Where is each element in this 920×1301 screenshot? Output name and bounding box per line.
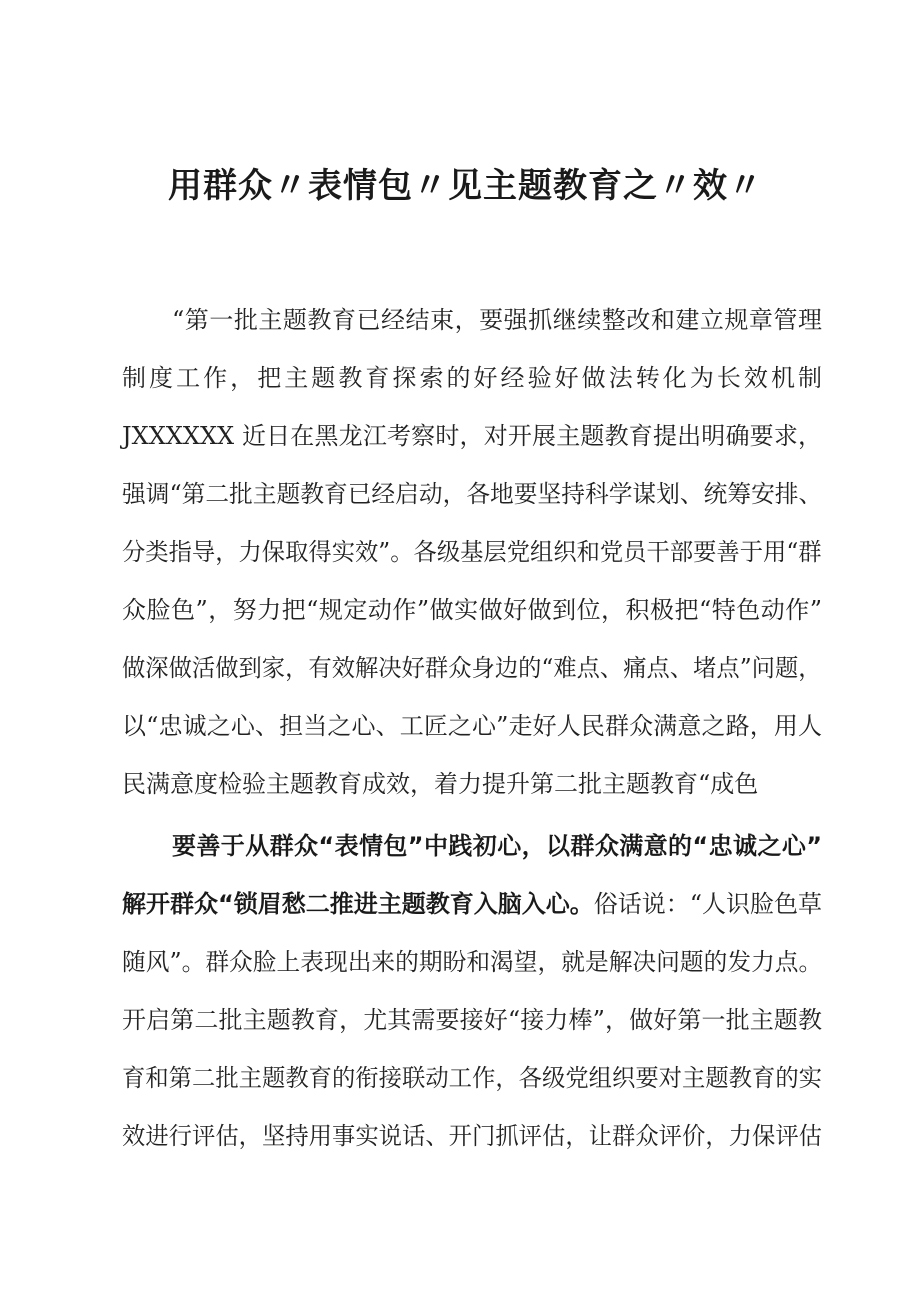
document-title: 用群众〃表情包〃见主题教育之〃效〃 <box>168 166 763 206</box>
paragraph-line: 随风”。群众脸上表现出来的期盼和渴望，就是解决问题的发力点。 <box>122 948 823 976</box>
paragraph-line: 分类指导，力保取得实效”。各级基层党组织和党员干部要善于用“群 <box>122 538 822 566</box>
paragraph-line: 制度工作，把主题教育探索的好经验好做法转化为长效机制 <box>122 364 822 392</box>
paragraph-line: “第一批主题教育已经结束，要强抓继续整改和建立规章管理 <box>172 306 822 334</box>
paragraph-bold-segment: 解开群众“锁眉愁二推进主题教育入脑入心。 <box>122 890 594 918</box>
paragraph-normal-segment: 俗话说：“人识脸色草 <box>593 890 823 918</box>
paragraph-line: 民满意度检验主题教育成效，着力提升第二批主题教育“成色 <box>122 770 759 798</box>
paragraph-line: 开启第二批主题教育，尤其需要接好“接力棒”，做好第一批主题教 <box>122 1006 822 1034</box>
paragraph-line: 做深做活做到家，有效解决好群众身边的“难点、痛点、堵点”问题， <box>122 654 822 682</box>
paragraph-line: 众脸色”，努力把“规定动作”做实做好做到位，积极把“特色动作” <box>122 596 822 624</box>
paragraph-line: JXXXXXX 近日在黑龙江考察时，对开展主题教育提出明确要求， <box>122 422 822 450</box>
paragraph-mixed-line <box>122 884 822 919</box>
paragraph-line: 效进行评估，坚持用事实说话、开门抓评估，让群众评价，力保评估 <box>122 1122 822 1150</box>
paragraph-line: 育和第二批主题教育的衔接联动工作，各级党组织要对主题教育的实 <box>122 1064 822 1092</box>
paragraph-line: 强调“第二批主题教育已经启动，各地要坚持科学谋划、统筹安排、 <box>122 480 823 508</box>
paragraph-bold-line: 要善于从群众“表情包”中践初心，以群众满意的“忠诚之心” <box>172 832 822 860</box>
paragraph-line: 以“忠诚之心、担当之心、工匠之心”走好人民群众满意之路，用人 <box>122 712 822 740</box>
